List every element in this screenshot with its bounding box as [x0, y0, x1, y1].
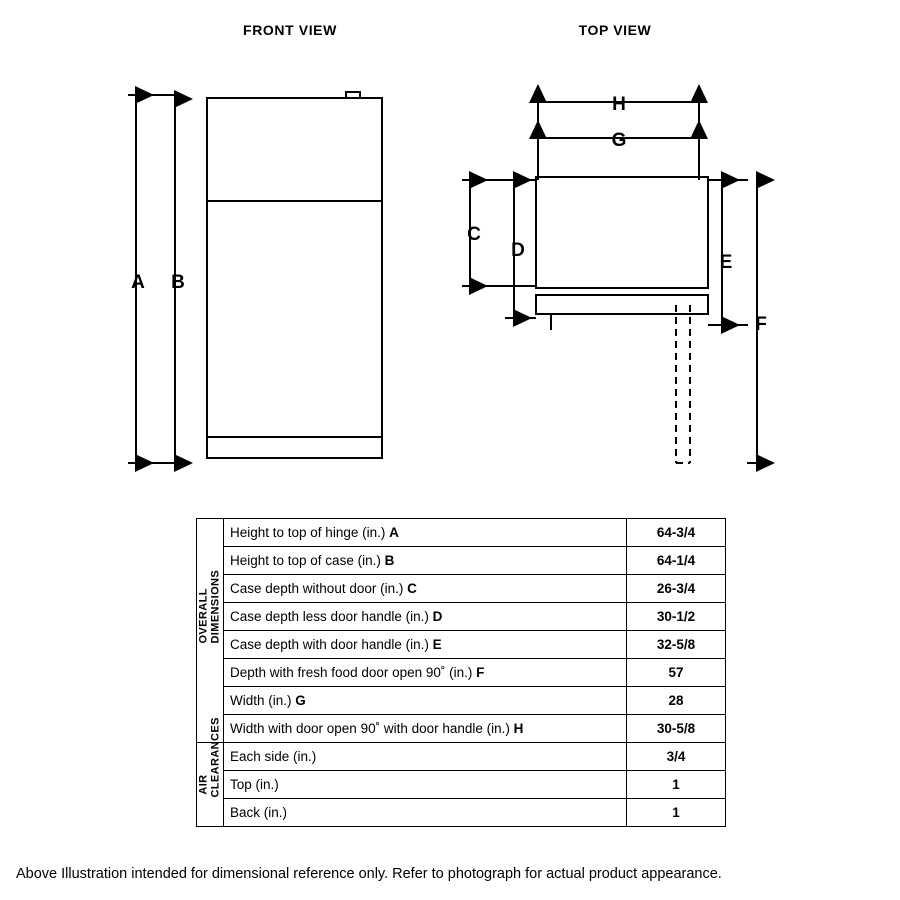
- row-value: 30-1/2: [627, 603, 726, 631]
- row-description: [224, 519, 627, 547]
- row-value: 26-3/4: [627, 575, 726, 603]
- row-description-text: Case depth less door handle (in.): [230, 609, 429, 624]
- row-value: 30-5/8: [627, 715, 726, 743]
- row-description-text: Height to top of hinge (in.): [230, 525, 386, 540]
- dimension-label-E: E: [719, 252, 733, 273]
- table-row: [197, 659, 726, 687]
- row-letter: G: [295, 693, 306, 708]
- row-description-text: Case depth with door handle (in.): [230, 637, 429, 652]
- table-row: [197, 771, 726, 799]
- top-view-title: TOP VIEW: [578, 22, 652, 38]
- dimension-label-A: A: [131, 272, 145, 293]
- table-row: [197, 799, 726, 827]
- table-row: [197, 575, 726, 603]
- dimension-label-C: C: [467, 224, 481, 245]
- row-letter: A: [389, 525, 399, 540]
- group-label-overall-dimensions: [197, 519, 224, 743]
- group-label-line2: DIMENSIONS: [209, 569, 221, 644]
- row-value: 64-3/4: [627, 519, 726, 547]
- table-row: [197, 743, 726, 771]
- row-value: 32-5/8: [627, 631, 726, 659]
- dimension-label-H: H: [612, 94, 626, 115]
- dimensions-table: [196, 518, 726, 827]
- row-description: [224, 547, 627, 575]
- row-description: [224, 603, 627, 631]
- row-description: Top (in.): [224, 771, 627, 799]
- dimension-label-D: D: [511, 240, 525, 261]
- table-row: [197, 715, 726, 743]
- table-row: [197, 519, 726, 547]
- row-description: Each side (in.): [224, 743, 627, 771]
- row-description: Back (in.): [224, 799, 627, 827]
- table-row: [197, 603, 726, 631]
- front-view-title: FRONT VIEW: [243, 22, 337, 38]
- dimension-label-G: G: [611, 130, 627, 151]
- table-row: [197, 687, 726, 715]
- row-letter: C: [407, 581, 417, 596]
- row-value: 28: [627, 687, 726, 715]
- row-value: 57: [627, 659, 726, 687]
- row-value: 64-1/4: [627, 547, 726, 575]
- dimension-label-B: B: [171, 272, 185, 293]
- front-view-drawing: [128, 92, 382, 463]
- row-value: 3/4: [627, 743, 726, 771]
- table-row: [197, 547, 726, 575]
- footnote-text: Above Illustration intended for dimensional reference only. Refer to photograph for actual product appearance.: [16, 866, 722, 882]
- table-row: [197, 631, 726, 659]
- row-value: 1: [627, 771, 726, 799]
- top-view-drawing: [462, 92, 770, 463]
- row-description-text: Case depth without door (in.): [230, 581, 404, 596]
- row-value: 1: [627, 799, 726, 827]
- row-description-text: Width (in.): [230, 693, 292, 708]
- row-letter: D: [432, 609, 443, 624]
- row-description: [224, 659, 627, 687]
- row-description-text: Width with door open 90˚ with door handle (in.): [230, 721, 510, 736]
- group-label-line1: AIR: [197, 774, 210, 795]
- group-label-line2: CLEARANCES: [209, 717, 221, 798]
- row-letter: B: [384, 553, 395, 568]
- row-description-text: Depth with fresh food door open 90˚ (in.): [230, 665, 473, 680]
- row-description: [224, 687, 627, 715]
- row-description: [224, 715, 627, 743]
- row-description: [224, 631, 627, 659]
- row-description-text: Height to top of case (in.): [230, 553, 381, 568]
- group-label-line1: OVERALL: [197, 588, 210, 644]
- group-label-air-clearances: [197, 717, 224, 827]
- dimension-label-F: F: [755, 314, 767, 335]
- row-letter: E: [432, 637, 442, 652]
- row-letter: F: [476, 665, 485, 680]
- row-letter: H: [513, 721, 524, 736]
- row-description: [224, 575, 627, 603]
